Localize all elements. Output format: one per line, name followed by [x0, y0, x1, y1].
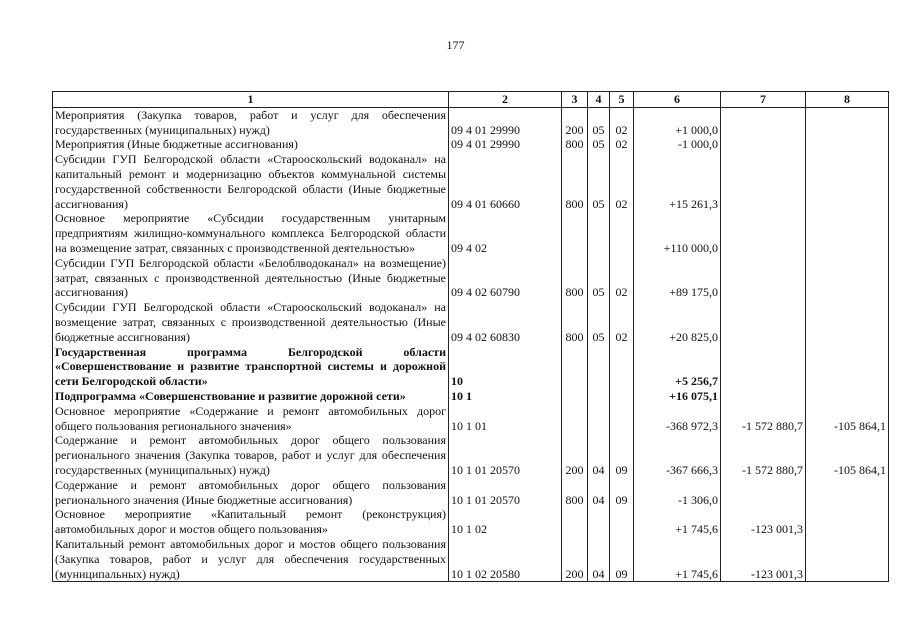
row-value-6: +20 825,0: [634, 300, 721, 344]
row-code: 09 4 01 60660: [449, 152, 562, 211]
col-header-7: 7: [721, 92, 806, 108]
row-code: 09 4 01 29990: [449, 107, 562, 137]
row-pr: 09: [610, 478, 634, 508]
row-pr: [610, 389, 634, 404]
table-row: [53, 256, 889, 300]
row-vr: 800: [562, 300, 588, 344]
row-code: 10 1 01 20570: [449, 433, 562, 477]
table-row: [53, 107, 889, 137]
row-value-6: +1 745,6: [634, 537, 721, 582]
row-value-6: +110 000,0: [634, 211, 721, 255]
row-vr: 800: [562, 152, 588, 211]
row-value-8: [806, 537, 889, 582]
row-value-8: [806, 211, 889, 255]
row-pr: [610, 345, 634, 389]
row-value-8: [806, 137, 889, 152]
row-name: Мероприятия (Закупка товаров, работ и услуг для обеспечения государственных (муниципальных) нужд): [53, 107, 449, 137]
row-rz: 04: [588, 433, 610, 477]
row-value-8: [806, 152, 889, 211]
row-name: Основное мероприятие «Содержание и ремонт автомобильных дорог общего пользования регионального значения»: [53, 404, 449, 434]
row-rz: 05: [588, 152, 610, 211]
row-pr: 02: [610, 300, 634, 344]
row-rz: [588, 404, 610, 434]
row-rz: 05: [588, 256, 610, 300]
row-pr: [610, 404, 634, 434]
row-vr: [562, 345, 588, 389]
row-value-7: [721, 389, 806, 404]
row-pr: 09: [610, 433, 634, 477]
row-code: 10 1 02 20580: [449, 537, 562, 582]
col-header-6: 6: [634, 92, 721, 108]
row-vr: 800: [562, 137, 588, 152]
row-value-8: [806, 345, 889, 389]
row-value-6: +15 261,3: [634, 152, 721, 211]
col-header-rz: 4: [588, 92, 610, 108]
row-code: 09 4 02: [449, 211, 562, 255]
row-code: 10 1 01: [449, 404, 562, 434]
row-value-7: [721, 478, 806, 508]
row-value-8: [806, 507, 889, 537]
row-vr: [562, 211, 588, 255]
table-row: [53, 389, 889, 404]
row-code: 10: [449, 345, 562, 389]
row-value-8: -105 864,1: [806, 404, 889, 434]
row-vr: [562, 404, 588, 434]
row-vr: 800: [562, 478, 588, 508]
row-rz: [588, 345, 610, 389]
row-value-7: -123 001,3: [721, 537, 806, 582]
row-value-6: +1 745,6: [634, 507, 721, 537]
row-name: Подпрограмма «Совершенствование и развитие дорожной сети»: [53, 389, 449, 404]
row-name: Содержание и ремонт автомобильных дорог общего пользования регионального значения (Закупка товаров, работ и услуг для обеспечения государственных (муниципальных) нужд): [53, 433, 449, 477]
row-code: 09 4 01 29990: [449, 137, 562, 152]
row-pr: [610, 211, 634, 255]
table-row: [53, 433, 889, 477]
col-header-8: 8: [806, 92, 889, 108]
row-value-6: +1 000,0: [634, 107, 721, 137]
row-name: Субсидии ГУП Белгородской области «Старооскольский водоканал» на капитальный ремонт и модернизацию объектов коммунальной системы государственной собственности Белгородской области (Иные бюджетные ассигнования): [53, 152, 449, 211]
row-name: Капитальный ремонт автомобильных дорог и мостов общего пользования (Закупка товаров, работ и услуг для обеспечения государственных (муниципальных) нужд): [53, 537, 449, 582]
row-value-6: -368 972,3: [634, 404, 721, 434]
table-row: [53, 537, 889, 582]
table-row: [53, 137, 889, 152]
row-value-8: [806, 478, 889, 508]
table-row: [53, 152, 889, 211]
row-vr: 200: [562, 107, 588, 137]
row-pr: [610, 507, 634, 537]
row-vr: [562, 389, 588, 404]
row-value-8: [806, 389, 889, 404]
header-row: [53, 92, 889, 108]
row-name: Основное мероприятие «Субсидии государственным унитарным предприятиям жилищно-коммунального комплекса Белгородской области на возмещение затрат, связанных с производственной деятельностью»: [53, 211, 449, 255]
row-value-7: [721, 345, 806, 389]
row-rz: [588, 211, 610, 255]
row-value-6: -367 666,3: [634, 433, 721, 477]
row-value-8: [806, 256, 889, 300]
table-row: [53, 211, 889, 255]
row-pr: 09: [610, 537, 634, 582]
row-name: Содержание и ремонт автомобильных дорог общего пользования регионального значения (Иные бюджетные ассигнования): [53, 478, 449, 508]
row-value-6: +89 175,0: [634, 256, 721, 300]
row-rz: 04: [588, 478, 610, 508]
row-name: Основное мероприятие «Капитальный ремонт (реконструкция) автомобильных дорог и мостов общего пользования»: [53, 507, 449, 537]
row-vr: 200: [562, 537, 588, 582]
row-rz: [588, 389, 610, 404]
row-rz: 04: [588, 537, 610, 582]
col-header-pr: 5: [610, 92, 634, 108]
row-value-7: -123 001,3: [721, 507, 806, 537]
table-row: [53, 345, 889, 389]
row-value-6: +5 256,7: [634, 345, 721, 389]
row-vr: [562, 507, 588, 537]
table-row: [53, 404, 889, 434]
row-value-7: [721, 137, 806, 152]
row-value-8: [806, 300, 889, 344]
row-pr: 02: [610, 256, 634, 300]
row-value-6: -1 000,0: [634, 137, 721, 152]
row-pr: 02: [610, 107, 634, 137]
row-code: 09 4 02 60790: [449, 256, 562, 300]
row-code: 10 1 01 20570: [449, 478, 562, 508]
row-value-7: [721, 107, 806, 137]
row-value-7: -1 572 880,7: [721, 404, 806, 434]
row-value-8: -105 864,1: [806, 433, 889, 477]
col-header-name: 1: [53, 92, 449, 108]
row-name: Государственная программа Белгородской области «Совершенствование и развитие транспортной системы и дорожной сети Белгородской области»: [53, 345, 449, 389]
row-code: 10 1: [449, 389, 562, 404]
row-name: Субсидии ГУП Белгородской области «Белоблводоканал» на возмещение) затрат, связанных с производственной деятельностью (Иные бюджетные ассигнования): [53, 256, 449, 300]
row-vr: 200: [562, 433, 588, 477]
row-pr: 02: [610, 152, 634, 211]
row-value-6: -1 306,0: [634, 478, 721, 508]
row-name: Мероприятия (Иные бюджетные ассигнования): [53, 137, 449, 152]
row-value-7: [721, 211, 806, 255]
table-row: [53, 300, 889, 344]
row-rz: 05: [588, 300, 610, 344]
page-number: 177: [446, 38, 465, 52]
table-body: [53, 107, 889, 582]
col-header-code: 2: [449, 92, 562, 108]
row-value-7: [721, 300, 806, 344]
row-value-8: [806, 107, 889, 137]
col-header-vr: 3: [562, 92, 588, 108]
row-rz: 05: [588, 107, 610, 137]
row-vr: 800: [562, 256, 588, 300]
row-value-7: [721, 256, 806, 300]
row-value-7: -1 572 880,7: [721, 433, 806, 477]
table-row: [53, 507, 889, 537]
row-name: Субсидии ГУП Белгородской области «Старооскольский водоканал» на возмещение затрат, связанных с производственной деятельностью (Иные бюджетные ассигнования): [53, 300, 449, 344]
budget-table: [52, 91, 889, 582]
row-code: 10 1 02: [449, 507, 562, 537]
row-value-6: +16 075,1: [634, 389, 721, 404]
table-row: [53, 478, 889, 508]
row-rz: [588, 507, 610, 537]
row-rz: 05: [588, 137, 610, 152]
row-code: 09 4 02 60830: [449, 300, 562, 344]
row-value-7: [721, 152, 806, 211]
row-pr: 02: [610, 137, 634, 152]
